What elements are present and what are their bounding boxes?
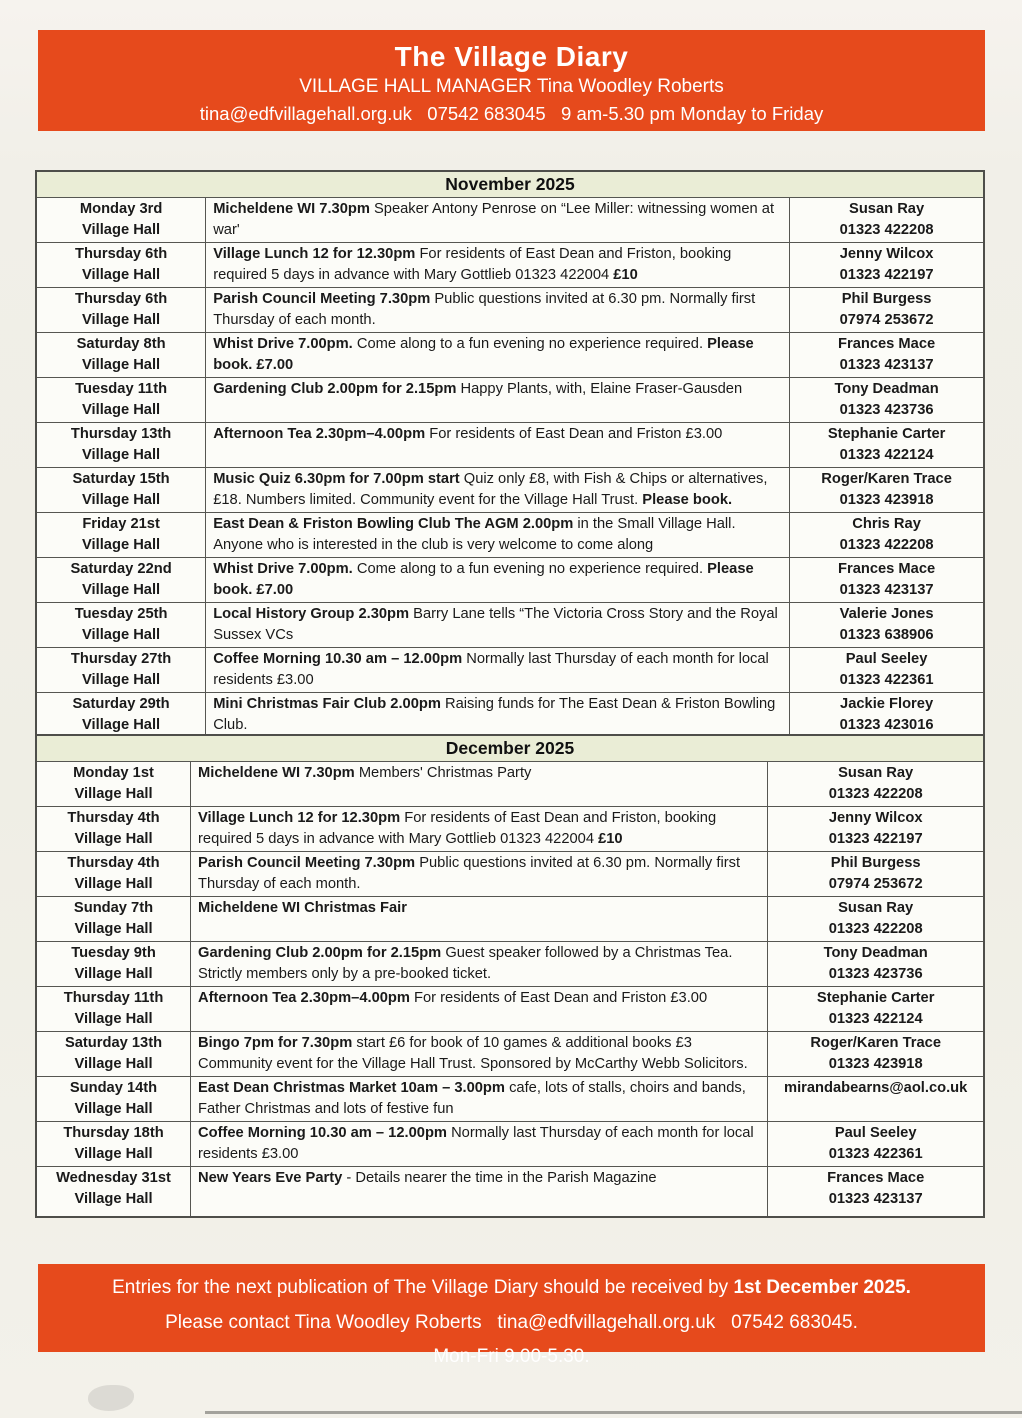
- november-table-head: [36, 171, 984, 198]
- contact-line: 01323 422361: [828, 1146, 923, 1163]
- event-description-cell: [191, 807, 768, 852]
- event-contact-cell: [790, 333, 984, 378]
- contact-line: 01323 422197: [839, 267, 934, 284]
- bold-text-run: New Years Eve Party: [198, 1170, 347, 1187]
- event-contact-cell: [768, 1077, 984, 1122]
- contact-line: Jackie Florey: [840, 696, 934, 713]
- event-description-cell: [206, 648, 790, 693]
- text-run: For residents of East Dean and Friston, booking required 5 days in advance with Mary Gottlieb 01323 422004: [198, 810, 717, 848]
- event-description-cell: [206, 558, 790, 603]
- event-description-cell: [206, 243, 790, 288]
- event-venue: Village Hall: [82, 717, 161, 734]
- december-table-head: [36, 735, 984, 762]
- event-contact-cell: [768, 762, 984, 807]
- event-date: Saturday 22nd: [70, 561, 172, 578]
- event-date-cell: [36, 468, 206, 513]
- event-date-cell: [36, 558, 206, 603]
- event-venue: Village Hall: [82, 222, 161, 239]
- table-row: [36, 333, 984, 378]
- contact-line: Jenny Wilcox: [828, 810, 923, 827]
- contact-line: 07974 253672: [839, 312, 934, 329]
- event-contact-cell: [790, 288, 984, 333]
- event-venue: Village Hall: [74, 1011, 153, 1028]
- event-date-cell: [36, 852, 191, 897]
- contact-line: Susan Ray: [838, 900, 914, 917]
- event-date: Tuesday 9th: [71, 945, 156, 962]
- contact-line: 01323 422197: [828, 831, 923, 848]
- header-banner: [38, 30, 985, 131]
- event-date: Monday 1st: [73, 765, 154, 781]
- event-contact-cell: [790, 558, 984, 603]
- event-date-cell: [36, 1077, 191, 1122]
- page-title: The Village Diary: [394, 41, 629, 72]
- table-row: [36, 987, 984, 1032]
- bold-text-run: Micheldene WI Christmas Fair: [198, 900, 407, 917]
- month-header-november: November 2025: [36, 171, 984, 198]
- bold-text-run: Micheldene WI 7.30pm: [198, 765, 359, 781]
- bold-text-run: Gardening Club 2.00pm for 2.15pm: [213, 381, 461, 398]
- text-run: Normally last Thursday of each month for local residents £3.00: [198, 1125, 754, 1163]
- contact-line: 01323 423137: [839, 357, 934, 374]
- event-date-cell: [36, 423, 206, 468]
- text-run: Happy Plants, with, Elaine Fraser-Gausden: [460, 381, 743, 398]
- table-row: [36, 288, 984, 333]
- event-contact-cell: [768, 852, 984, 897]
- table-row: [36, 807, 984, 852]
- bold-text-run: 1st December 2025.: [733, 1277, 911, 1298]
- bold-text-run: £10: [598, 831, 623, 848]
- contact-line: Phil Burgess: [830, 855, 921, 872]
- event-contact-cell: [790, 693, 984, 739]
- contact-line: Paul Seeley: [834, 1125, 917, 1142]
- text-run: Speaker Antony Penrose on “Lee Miller: witnessing women at war': [213, 201, 775, 239]
- event-venue: Village Hall: [82, 267, 161, 284]
- contact-line: 01323 423736: [828, 966, 923, 983]
- contact-line: Jenny Wilcox: [839, 246, 934, 263]
- table-row: [36, 558, 984, 603]
- bold-text-run: Afternoon Tea 2.30pm–4.00pm: [213, 426, 430, 443]
- bold-text-run: Please book. £7.00: [213, 561, 754, 599]
- event-contact-cell: [768, 1167, 984, 1217]
- text-run: For residents of East Dean and Friston £3.00: [429, 426, 723, 443]
- contact-line: 01323 423736: [839, 402, 934, 419]
- event-venue: Village Hall: [82, 492, 161, 509]
- text-run: Barry Lane tells “The Victoria Cross Story and the Royal Sussex VCs: [213, 606, 778, 644]
- table-row: [36, 1167, 984, 1217]
- event-description-cell: [206, 198, 790, 243]
- event-venue: Village Hall: [74, 1146, 153, 1163]
- text-run: Public questions invited at 6.30 pm. Normally first Thursday of each month.: [213, 291, 756, 329]
- scan-smudge: [88, 1385, 134, 1411]
- event-date-cell: [36, 378, 206, 423]
- scan-edge-line: [205, 1411, 1022, 1414]
- event-venue: Village Hall: [74, 876, 153, 893]
- text-run: For residents of East Dean and Friston, booking required 5 days in advance with Mary Gottlieb 01323 422004: [213, 246, 732, 284]
- event-contact-cell: [768, 942, 984, 987]
- table-row: [36, 198, 984, 243]
- text-run: Raising funds for The East Dean & Friston Bowling Club.: [213, 696, 776, 734]
- contact-line: 01323 422124: [839, 447, 934, 464]
- event-venue: Village Hall: [82, 627, 161, 644]
- event-contact-cell: [768, 1032, 984, 1077]
- contact-line: 01323 422208: [828, 921, 923, 938]
- event-date-cell: [36, 513, 206, 558]
- event-description-cell: [206, 693, 790, 739]
- month-header-december: December 2025: [36, 735, 984, 762]
- bold-text-run: Whist Drive 7.00pm.: [213, 336, 357, 353]
- event-date-cell: [36, 1167, 191, 1217]
- event-contact-cell: [768, 807, 984, 852]
- event-date-cell: [36, 693, 206, 739]
- contact-line: 01323 423137: [839, 582, 934, 599]
- header-subtitle: VILLAGE HALL MANAGER Tina Woodley Roberts: [299, 76, 724, 97]
- bold-text-run: East Dean Christmas Market 10am – 3.00pm: [198, 1080, 510, 1097]
- event-venue: Village Hall: [82, 402, 161, 419]
- contact-line: 01323 422208: [828, 786, 923, 803]
- event-description-cell: [206, 288, 790, 333]
- event-description-cell: [206, 423, 790, 468]
- bold-text-run: East Dean & Friston Bowling Club The AGM 2.00pm: [213, 516, 578, 533]
- text-run: - Details nearer the time in the Parish Magazine: [346, 1170, 657, 1187]
- event-date: Tuesday 11th: [75, 381, 168, 398]
- december-table: [35, 734, 985, 1218]
- event-contact-cell: [790, 468, 984, 513]
- event-date: Sunday 7th: [73, 900, 154, 917]
- event-venue: Village Hall: [74, 1101, 153, 1118]
- event-date: Thursday 4th: [67, 810, 160, 827]
- contact-line: Paul Seeley: [845, 651, 928, 668]
- table-row: [36, 378, 984, 423]
- event-date: Monday 3rd: [79, 201, 163, 217]
- event-contact-cell: [790, 378, 984, 423]
- contact-line: 07974 253672: [828, 876, 923, 893]
- contact-line: 01323 423918: [839, 492, 934, 509]
- text-run: Normally last Thursday of each month for local residents £3.00: [213, 651, 769, 689]
- event-venue: Village Hall: [82, 447, 161, 464]
- text-run: Entries for the next publication of The Village Diary should be received by: [112, 1277, 734, 1298]
- text-run: Come along to a fun evening no experience required.: [356, 561, 708, 578]
- contact-line: Susan Ray: [838, 765, 914, 781]
- event-description-cell: [206, 468, 790, 513]
- event-contact-cell: [768, 1122, 984, 1167]
- event-description-cell: [191, 762, 768, 807]
- event-date-cell: [36, 603, 206, 648]
- contact-line: 01323 422208: [839, 537, 934, 554]
- footer-hours-line: [38, 1344, 985, 1370]
- table-row: [36, 243, 984, 288]
- text-run: cafe, lots of stalls, choirs and bands, Father Christmas and lots of festive fun: [198, 1080, 746, 1118]
- contact-line: Tony Deadman: [834, 381, 939, 398]
- event-description-cell: [191, 1077, 768, 1122]
- event-date-cell: [36, 333, 206, 378]
- bold-text-run: Gardening Club 2.00pm for 2.15pm: [198, 945, 446, 962]
- event-description-cell: [191, 1122, 768, 1167]
- event-date: Saturday 15th: [72, 471, 170, 488]
- november-table: [35, 170, 985, 739]
- bold-text-run: £10: [613, 267, 638, 284]
- text-run: in the Small Village Hall. Anyone who is interested in the club is very welcome to come along: [213, 516, 736, 554]
- contact-line: 01323 423918: [828, 1056, 923, 1073]
- november-table-body: [36, 198, 984, 739]
- event-date-cell: [36, 288, 206, 333]
- event-date: Thursday 13th: [70, 426, 172, 443]
- contact-line: Stephanie Carter: [827, 426, 946, 443]
- text-run: Members' Christmas Party: [358, 765, 532, 781]
- contact-line: Roger/Karen Trace: [821, 471, 952, 488]
- contact-line: Roger/Karen Trace: [810, 1035, 941, 1052]
- table-row: [36, 762, 984, 807]
- event-date: Thursday 11th: [63, 990, 164, 1007]
- event-date-cell: [36, 762, 191, 807]
- table-row: [36, 693, 984, 739]
- event-description-cell: [206, 603, 790, 648]
- text-run: For residents of East Dean and Friston £3.00: [414, 990, 708, 1007]
- contact-line: 01323 422361: [839, 672, 934, 689]
- event-date-cell: [36, 243, 206, 288]
- contact-line: Stephanie Carter: [816, 990, 935, 1007]
- table-row: [36, 513, 984, 558]
- bold-text-run: Local History Group 2.30pm: [213, 606, 414, 623]
- event-venue: Village Hall: [82, 672, 161, 689]
- event-date: Thursday 18th: [63, 1125, 164, 1142]
- event-contact-cell: [790, 423, 984, 468]
- table-row: [36, 1077, 984, 1122]
- event-venue: Village Hall: [74, 831, 153, 848]
- december-table-body: [36, 762, 984, 1217]
- event-date-cell: [36, 648, 206, 693]
- contact-line: Susan Ray: [849, 201, 925, 217]
- text-run: Quiz only £8, with Fish & Chips or alternatives, £18. Numbers limited. Community event for the Village Hall Trust.: [213, 471, 768, 509]
- event-date: Saturday 13th: [64, 1035, 163, 1052]
- bold-text-run: Please book. £7.00: [213, 336, 754, 374]
- event-contact-cell: [790, 243, 984, 288]
- event-venue: Village Hall: [82, 537, 161, 554]
- bold-text-run: Whist Drive 7.00pm.: [213, 561, 357, 578]
- footer-banner: [38, 1264, 985, 1368]
- event-venue: Village Hall: [74, 1191, 153, 1208]
- event-date: Saturday 29th: [72, 696, 170, 713]
- event-contact-cell: [790, 603, 984, 648]
- table-row: [36, 1032, 984, 1077]
- contact-line: Frances Mace: [838, 336, 936, 353]
- contact-line: Frances Mace: [827, 1170, 925, 1187]
- text-run: start £6 for book of 10 games & additional books £3 Community event for the Village Hall Trust. Sponsored by McCarthy Webb Solicitors.: [198, 1035, 748, 1073]
- text-run: Please contact Tina Woodley Roberts tina@edfvillagehall.org.uk 07542 683045.: [165, 1311, 858, 1333]
- event-date-cell: [36, 987, 191, 1032]
- event-date: Friday 21st: [82, 516, 160, 533]
- bold-text-run: Bingo 7pm for 7.30pm: [198, 1035, 357, 1052]
- event-description-cell: [206, 513, 790, 558]
- bold-text-run: Afternoon Tea 2.30pm–4.00pm: [198, 990, 415, 1007]
- event-date: Wednesday 31st: [56, 1170, 171, 1187]
- bold-text-run: Coffee Morning 10.30 am – 12.00pm: [198, 1125, 452, 1142]
- table-row: [36, 1122, 984, 1167]
- bold-text-run: Mini Christmas Fair Club 2.00pm: [213, 696, 445, 713]
- bold-text-run: Please book.: [642, 492, 733, 509]
- event-description-cell: [191, 897, 768, 942]
- contact-line: Chris Ray: [852, 516, 921, 533]
- bold-text-run: Coffee Morning 10.30 am – 12.00pm: [213, 651, 467, 668]
- event-contact-cell: [768, 987, 984, 1032]
- contact-line: 01323 423137: [828, 1191, 923, 1208]
- event-date: Tuesday 25th: [74, 606, 168, 623]
- contact-line: 01323 422208: [839, 222, 934, 239]
- bold-text-run: Music Quiz 6.30pm for 7.00pm start: [213, 471, 464, 488]
- event-description-cell: [191, 1032, 768, 1077]
- text-run: Mon-Fri 9.00-5.30.: [433, 1346, 590, 1368]
- contact-line: Phil Burgess: [841, 291, 932, 308]
- contact-line: Frances Mace: [838, 561, 936, 578]
- bold-text-run: Micheldene WI 7.30pm: [213, 201, 374, 217]
- event-venue: Village Hall: [82, 582, 161, 599]
- event-description-cell: [191, 1167, 768, 1217]
- event-contact-cell: [790, 648, 984, 693]
- event-contact-cell: [790, 198, 984, 243]
- event-date-cell: [36, 897, 191, 942]
- event-date: Thursday 4th: [67, 855, 160, 872]
- event-venue: Village Hall: [82, 357, 161, 374]
- contact-line: 01323 423016: [839, 717, 934, 734]
- event-contact-cell: [768, 897, 984, 942]
- table-row: [36, 468, 984, 513]
- event-date: Saturday 8th: [76, 336, 166, 353]
- event-date-cell: [36, 1032, 191, 1077]
- footer-contact-line: [38, 1310, 985, 1336]
- table-row: [36, 648, 984, 693]
- text-run: Guest speaker followed by a Christmas Tea. Strictly members only by a pre-booked ticket.: [198, 945, 733, 983]
- bold-text-run: Parish Council Meeting 7.30pm: [198, 855, 420, 872]
- table-row: [36, 423, 984, 468]
- contact-line: 01323 422124: [828, 1011, 923, 1028]
- event-date: Thursday 6th: [74, 246, 168, 263]
- contact-line: mirandabearns@aol.co.uk: [784, 1080, 968, 1097]
- event-date-cell: [36, 1122, 191, 1167]
- contact-line: Valerie Jones: [839, 606, 934, 623]
- event-date: Sunday 14th: [69, 1080, 158, 1097]
- event-date-cell: [36, 807, 191, 852]
- table-row: [36, 942, 984, 987]
- event-venue: Village Hall: [74, 1056, 153, 1073]
- event-description-cell: [191, 987, 768, 1032]
- event-description-cell: [191, 852, 768, 897]
- event-venue: Village Hall: [74, 921, 153, 938]
- bold-text-run: Village Lunch 12 for 12.30pm: [198, 810, 405, 827]
- table-row: [36, 603, 984, 648]
- event-description-cell: [206, 333, 790, 378]
- event-venue: Village Hall: [82, 312, 161, 329]
- event-description-cell: [206, 378, 790, 423]
- footer-deadline-line: [38, 1275, 985, 1301]
- text-run: Come along to a fun evening no experience required.: [356, 336, 708, 353]
- header-contact-line: tina@edfvillagehall.org.uk 07542 683045 9 am-5.30 pm Monday to Friday: [199, 103, 824, 124]
- event-venue: Village Hall: [74, 966, 153, 983]
- bold-text-run: Parish Council Meeting 7.30pm: [213, 291, 435, 308]
- event-date: Thursday 27th: [70, 651, 172, 668]
- event-date: Thursday 6th: [74, 291, 168, 308]
- event-description-cell: [191, 942, 768, 987]
- contact-line: 01323 638906: [839, 627, 934, 644]
- event-date-cell: [36, 198, 206, 243]
- contact-line: Tony Deadman: [823, 945, 928, 962]
- event-contact-cell: [790, 513, 984, 558]
- event-date-cell: [36, 942, 191, 987]
- event-venue: Village Hall: [74, 786, 153, 803]
- table-row: [36, 852, 984, 897]
- table-row: [36, 897, 984, 942]
- text-run: Public questions invited at 6.30 pm. Normally first Thursday of each month.: [198, 855, 741, 893]
- bold-text-run: Village Lunch 12 for 12.30pm: [213, 246, 420, 263]
